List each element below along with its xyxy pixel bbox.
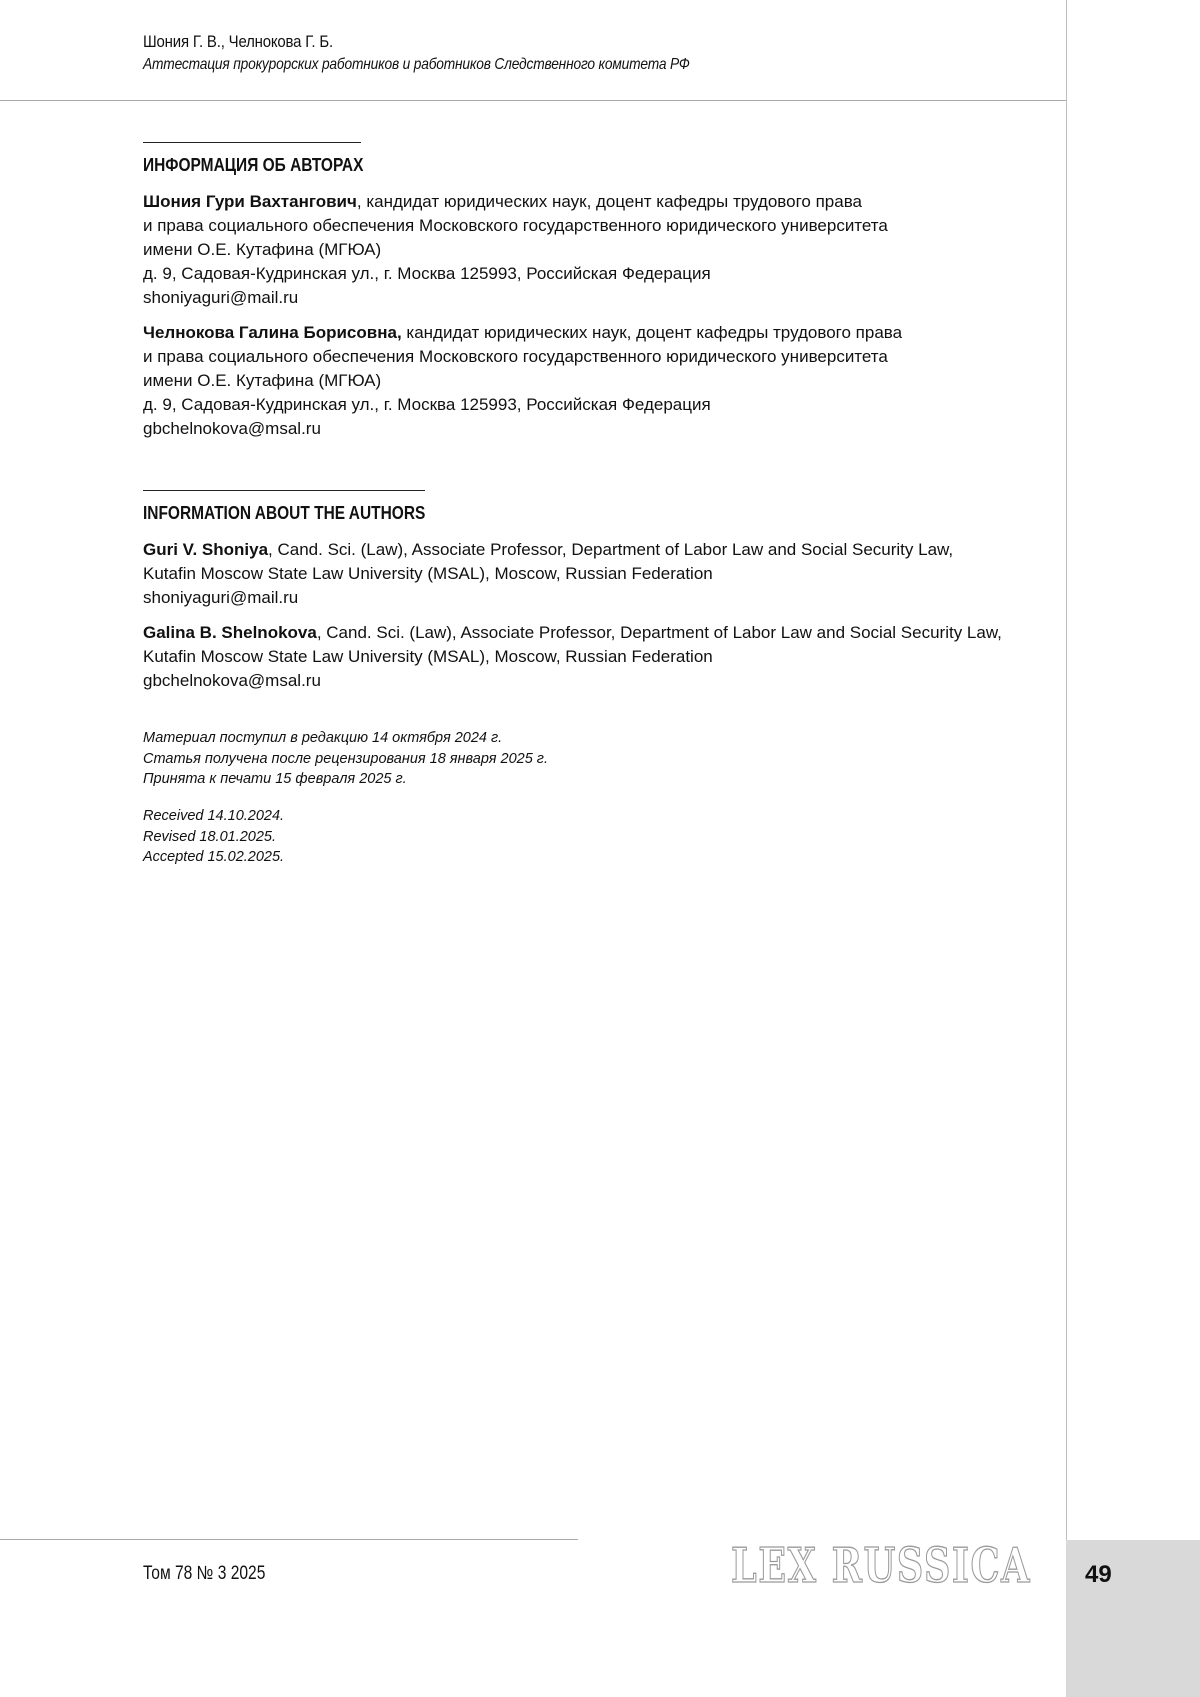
page-right-rule [1066, 0, 1067, 1540]
author-affiliation: и права социального обеспечения Московского государственного юридического университета [143, 347, 888, 366]
author-entry-chelnokova-ru [143, 321, 1043, 441]
submission-dates-ru [143, 728, 548, 790]
author-email: shoniyaguri@mail.ru [143, 588, 299, 607]
section-rule [143, 142, 361, 143]
running-header-article-title: Аттестация прокурорских работников и работников Следственного комитета РФ [143, 56, 690, 73]
author-name: Челнокова Галина Борисовна, [143, 323, 402, 342]
submission-dates-en [143, 806, 284, 868]
page-number: 49 [1085, 1561, 1112, 1588]
author-address: д. 9, Садовая-Кудринская ул., г. Москва 125993, Российская Федерация [143, 264, 711, 283]
running-header-authors: Шония Г. В., Челнокова Г. Б. [143, 32, 333, 51]
journal-issue: Том 78 № 3 2025 [143, 1563, 266, 1584]
section-rule [143, 490, 425, 491]
section-title-ru: ИНФОРМАЦИЯ ОБ АВТОРАХ [143, 155, 364, 175]
author-affiliation: кандидат юридических наук, доцент кафедры трудового права [361, 192, 863, 211]
author-name: Guri V. Shoniya [143, 540, 269, 559]
footer-divider [0, 1539, 578, 1540]
author-address: д. 9, Садовая-Кудринская ул., г. Москва 125993, Российская Федерация [143, 395, 711, 414]
section-title-en: INFORMATION ABOUT THE AUTHORS [143, 503, 426, 523]
author-affiliation: кандидат юридических наук, доцент кафедры трудового права [401, 323, 903, 342]
author-name: Galina B. Shelnokova [143, 623, 317, 642]
author-email: shoniyaguri@mail.ru [143, 288, 299, 307]
running-header [143, 32, 779, 74]
header-divider [0, 100, 1066, 101]
author-name: Шония Гури Вахтангович [143, 192, 357, 211]
journal-logo-text: LEX RUSSICA [731, 1538, 1031, 1594]
date-accepted-ru: Принята к печати 15 февраля 2025 г. [143, 771, 407, 787]
author-affiliation: Kutafin Moscow State Law University (MSAL), Moscow, Russian Federation [143, 564, 713, 583]
date-received-en: Received 14.10.2024. [143, 808, 285, 824]
author-affiliation: , Cand. Sci. (Law), Associate Professor, Department of Labor Law and Social Security Law, [316, 623, 1002, 642]
author-entry-shoniya-en [143, 538, 1063, 610]
date-received-ru: Материал поступил в редакцию 14 октября 2024 г. [143, 730, 503, 746]
author-affiliation: имени О.Е. Кутафина (МГЮА) [143, 240, 382, 259]
journal-logo [728, 1535, 1034, 1595]
author-affiliation: и права социального обеспечения Московского государственного юридического университета [143, 216, 888, 235]
author-email: gbchelnokova@msal.ru [143, 671, 321, 690]
author-affiliation: имени О.Е. Кутафина (МГЮА) [143, 371, 382, 390]
author-affiliation: Kutafin Moscow State Law University (MSAL), Moscow, Russian Federation [143, 647, 713, 666]
date-revised-ru: Статья получена после рецензирования 18 января 2025 г. [143, 750, 548, 767]
authors-info-en [143, 490, 1063, 704]
author-email: gbchelnokova@msal.ru [143, 419, 321, 438]
date-accepted-en: Accepted 15.02.2025. [143, 849, 285, 865]
authors-info-ru [143, 142, 1043, 452]
author-entry-shelnokova-en [143, 621, 1063, 693]
author-affiliation: , Cand. Sci. (Law), Associate Professor, Department of Labor Law and Social Security Law, [268, 540, 954, 559]
author-entry-shoniya-ru: Шония Гури Вахтангович, кандидат юридических наук, доцент кафедры трудового права и права социального обеспечения Московского государственного юридического университета имени О.Е. Кутафина (МГЮА) д. 9, Садовая-Кудринская ул., г. Москва 125993, Российская Федерация shoniyaguri@mail.ru [143, 190, 1043, 310]
date-revised-en: Revised 18.01.2025. [143, 828, 277, 845]
